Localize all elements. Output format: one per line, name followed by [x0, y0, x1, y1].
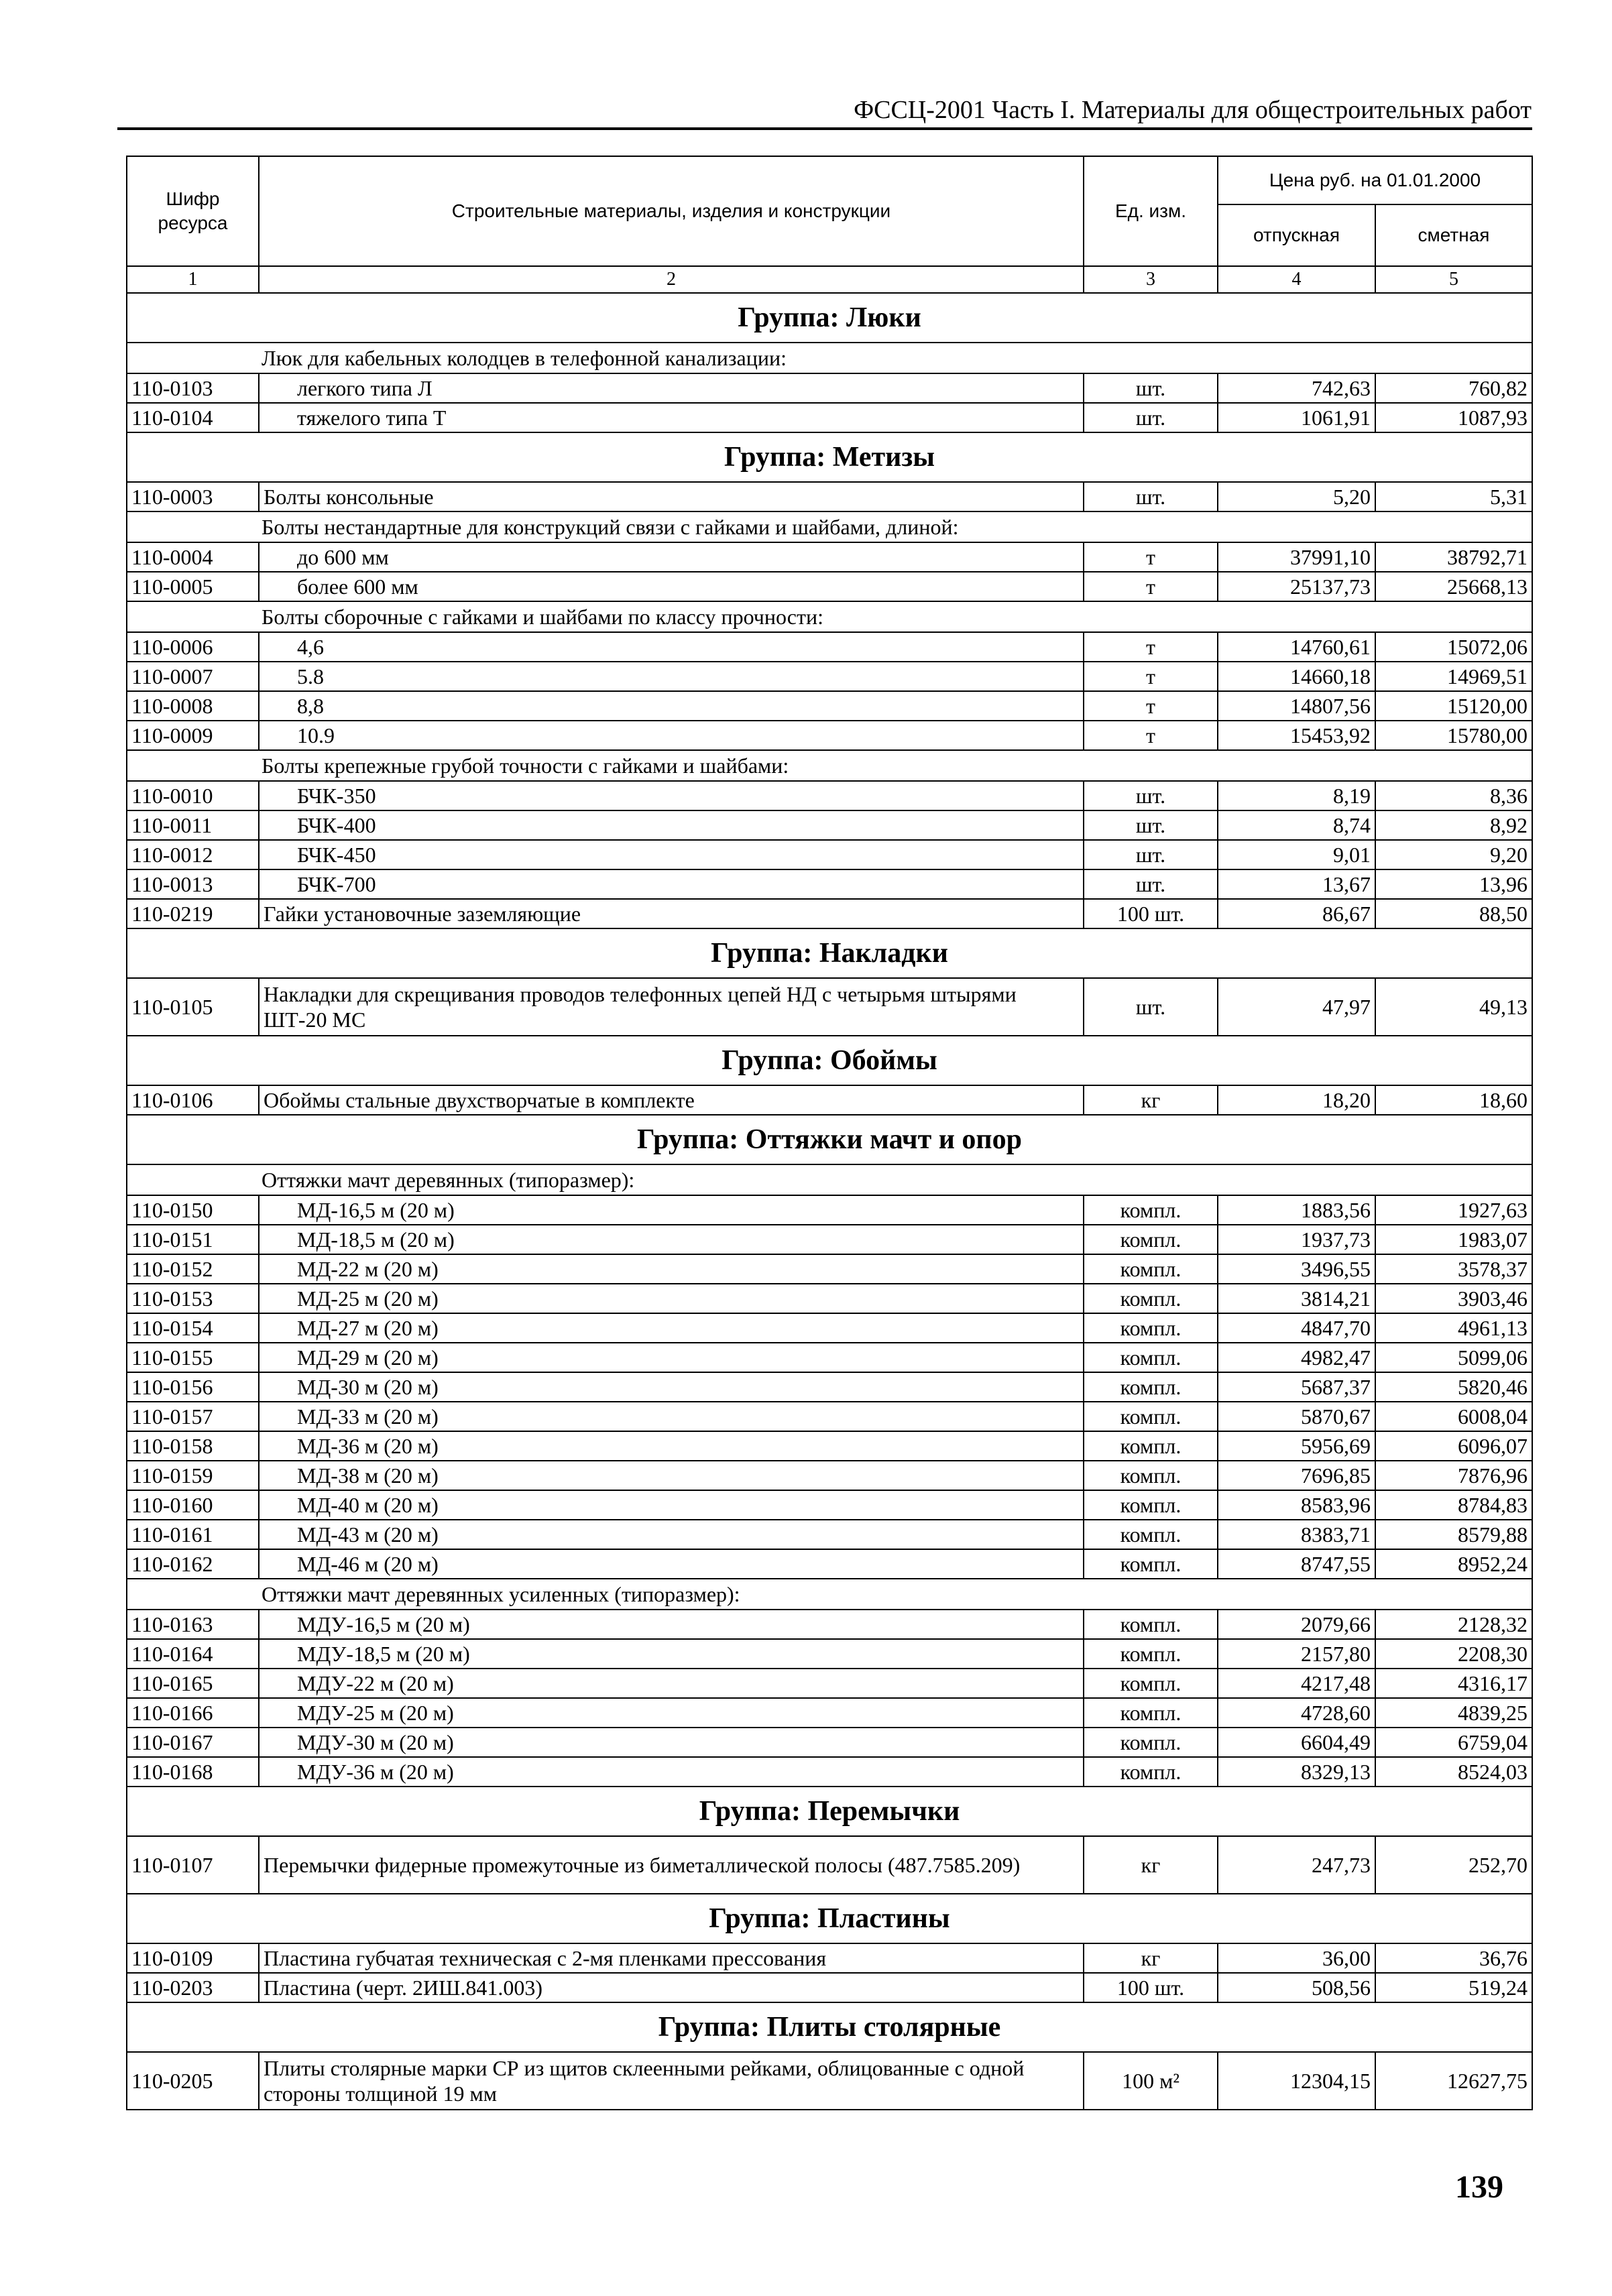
table-row [127, 1343, 1532, 1372]
table-row [127, 1195, 1532, 1225]
estimate-price: 7876,96 [1375, 1461, 1532, 1490]
release-price: 15453,92 [1218, 721, 1375, 750]
subheading-text: Оттяжки мачт деревянных усиленных (типоразмер): [127, 1579, 1532, 1610]
estimate-price: 5,31 [1375, 482, 1532, 511]
material-name: более 600 мм [259, 572, 1084, 601]
resource-code: 110-0156 [127, 1372, 259, 1402]
unit-of-measure: шт. [1084, 403, 1218, 432]
table-row [127, 1757, 1532, 1787]
table-body [127, 293, 1532, 2110]
resource-code: 110-0160 [127, 1490, 259, 1520]
group-title: Группа: Перемычки [127, 1787, 1532, 1836]
group-title: Группа: Плиты столярные [127, 2002, 1532, 2052]
estimate-price: 760,82 [1375, 373, 1532, 403]
estimate-price: 8,36 [1375, 781, 1532, 810]
resource-code: 110-0159 [127, 1461, 259, 1490]
unit-of-measure: компл. [1084, 1610, 1218, 1639]
subheading-text: Оттяжки мачт деревянных (типоразмер): [127, 1164, 1532, 1195]
table-row [127, 1225, 1532, 1254]
release-price: 86,67 [1218, 899, 1375, 928]
table-row [127, 869, 1532, 899]
release-price: 3496,55 [1218, 1254, 1375, 1284]
material-name: МД-40 м (20 м) [259, 1490, 1084, 1520]
unit-of-measure: т [1084, 691, 1218, 721]
group-header-row [127, 1787, 1532, 1836]
estimate-price: 8784,83 [1375, 1490, 1532, 1520]
resource-code: 110-0155 [127, 1343, 259, 1372]
estimate-price: 2208,30 [1375, 1639, 1532, 1669]
group-header-row [127, 1894, 1532, 1943]
release-price: 1061,91 [1218, 403, 1375, 432]
release-price: 37991,10 [1218, 542, 1375, 572]
estimate-price: 25668,13 [1375, 572, 1532, 601]
table-row [127, 482, 1532, 511]
release-price: 8583,96 [1218, 1490, 1375, 1520]
estimate-price: 5820,46 [1375, 1372, 1532, 1402]
table-row [127, 1549, 1532, 1579]
subheading-row [127, 1579, 1532, 1610]
release-price: 14660,18 [1218, 662, 1375, 691]
unit-of-measure: компл. [1084, 1698, 1218, 1728]
resource-code: 110-0013 [127, 869, 259, 899]
table-row [127, 1254, 1532, 1284]
release-price: 6604,49 [1218, 1728, 1375, 1757]
table-row [127, 978, 1532, 1036]
resource-code: 110-0166 [127, 1698, 259, 1728]
material-name: легкого типа Л [259, 373, 1084, 403]
material-name: МДУ-18,5 м (20 м) [259, 1639, 1084, 1669]
resource-code: 110-0163 [127, 1610, 259, 1639]
resource-code: 110-0003 [127, 482, 259, 511]
material-name: Перемычки фидерные промежуточные из биметаллической полосы (487.7585.209) [259, 1836, 1084, 1894]
estimate-price: 252,70 [1375, 1836, 1532, 1894]
estimate-price: 6008,04 [1375, 1402, 1532, 1431]
column-header-code: Шифр ресурса [127, 156, 259, 266]
release-price: 25137,73 [1218, 572, 1375, 601]
material-name: МД-46 м (20 м) [259, 1549, 1084, 1579]
column-header-price: Цена руб. на 01.01.2000 [1218, 156, 1532, 204]
table-row [127, 840, 1532, 869]
unit-of-measure: шт. [1084, 978, 1218, 1036]
subheading-text: Болты крепежные грубой точности с гайками и шайбами: [127, 750, 1532, 781]
material-name: до 600 мм [259, 542, 1084, 572]
unit-of-measure: компл. [1084, 1313, 1218, 1343]
unit-of-measure: компл. [1084, 1402, 1218, 1431]
material-name: МД-22 м (20 м) [259, 1254, 1084, 1284]
resource-code: 110-0008 [127, 691, 259, 721]
estimate-price: 88,50 [1375, 899, 1532, 928]
release-price: 7696,85 [1218, 1461, 1375, 1490]
table-row [127, 1639, 1532, 1669]
column-header-estimate-price: сметная [1375, 204, 1532, 266]
estimate-price: 2128,32 [1375, 1610, 1532, 1639]
table-row [127, 1669, 1532, 1698]
material-name: МД-30 м (20 м) [259, 1372, 1084, 1402]
release-price: 9,01 [1218, 840, 1375, 869]
unit-of-measure: кг [1084, 1085, 1218, 1115]
material-name: 4,6 [259, 632, 1084, 662]
table-row [127, 1490, 1532, 1520]
material-name: Болты консольные [259, 482, 1084, 511]
resource-code: 110-0203 [127, 1973, 259, 2002]
table-row [127, 691, 1532, 721]
release-price: 508,56 [1218, 1973, 1375, 2002]
resource-code: 110-0012 [127, 840, 259, 869]
unit-of-measure: компл. [1084, 1254, 1218, 1284]
column-header-name: Строительные материалы, изделия и конструкции [259, 156, 1084, 266]
group-title: Группа: Оттяжки мачт и опор [127, 1115, 1532, 1164]
resource-code: 110-0168 [127, 1757, 259, 1787]
table-row [127, 899, 1532, 928]
table-row [127, 572, 1532, 601]
material-name: 8,8 [259, 691, 1084, 721]
unit-of-measure: шт. [1084, 840, 1218, 869]
unit-of-measure: т [1084, 632, 1218, 662]
subheading-row [127, 511, 1532, 542]
resource-code: 110-0161 [127, 1520, 259, 1549]
material-name: БЧК-450 [259, 840, 1084, 869]
column-header-unit: Ед. изм. [1084, 156, 1218, 266]
subheading-text: Болты сборочные с гайками и шайбами по классу прочности: [127, 601, 1532, 632]
table-row [127, 632, 1532, 662]
table-row [127, 1728, 1532, 1757]
resource-code: 110-0151 [127, 1225, 259, 1254]
subheading-row [127, 1164, 1532, 1195]
release-price: 5,20 [1218, 482, 1375, 511]
table-row [127, 1943, 1532, 1973]
resource-code: 110-0153 [127, 1284, 259, 1313]
estimate-price: 12627,75 [1375, 2052, 1532, 2110]
estimate-price: 8,92 [1375, 810, 1532, 840]
unit-of-measure: компл. [1084, 1757, 1218, 1787]
resource-code: 110-0005 [127, 572, 259, 601]
release-price: 3814,21 [1218, 1284, 1375, 1313]
material-name: 5.8 [259, 662, 1084, 691]
unit-of-measure: т [1084, 721, 1218, 750]
table-row [127, 1085, 1532, 1115]
table-row [127, 1402, 1532, 1431]
price-table [126, 156, 1533, 2110]
unit-of-measure: шт. [1084, 373, 1218, 403]
unit-of-measure: компл. [1084, 1284, 1218, 1313]
material-name: МД-25 м (20 м) [259, 1284, 1084, 1313]
column-number: 4 [1218, 266, 1375, 293]
resource-code: 110-0011 [127, 810, 259, 840]
release-price: 8,74 [1218, 810, 1375, 840]
group-header-row [127, 2002, 1532, 2052]
material-name: 10.9 [259, 721, 1084, 750]
material-name: МДУ-30 м (20 м) [259, 1728, 1084, 1757]
table-row [127, 662, 1532, 691]
resource-code: 110-0167 [127, 1728, 259, 1757]
material-name: МДУ-25 м (20 м) [259, 1698, 1084, 1728]
resource-code: 110-0010 [127, 781, 259, 810]
column-header-release-price: отпускная [1218, 204, 1375, 266]
group-header-row [127, 928, 1532, 978]
table-row [127, 2052, 1532, 2110]
table-row [127, 781, 1532, 810]
release-price: 18,20 [1218, 1085, 1375, 1115]
group-title: Группа: Метизы [127, 432, 1532, 482]
material-name: Плиты столярные марки СР из щитов склеенными рейками, облицованные с одной стороны толщиной 19 мм [259, 2052, 1084, 2110]
release-price: 5687,37 [1218, 1372, 1375, 1402]
release-price: 4217,48 [1218, 1669, 1375, 1698]
group-header-row [127, 293, 1532, 343]
material-name: БЧК-700 [259, 869, 1084, 899]
release-price: 13,67 [1218, 869, 1375, 899]
material-name: Пластина губчатая техническая с 2-мя пленками прессования [259, 1943, 1084, 1973]
unit-of-measure: компл. [1084, 1461, 1218, 1490]
column-number: 3 [1084, 266, 1218, 293]
page-number: 139 [1455, 2169, 1503, 2205]
estimate-price: 4961,13 [1375, 1313, 1532, 1343]
unit-of-measure: т [1084, 542, 1218, 572]
table-row [127, 1973, 1532, 2002]
subheading-row [127, 343, 1532, 373]
estimate-price: 6096,07 [1375, 1431, 1532, 1461]
release-price: 8383,71 [1218, 1520, 1375, 1549]
column-number: 1 [127, 266, 259, 293]
resource-code: 110-0103 [127, 373, 259, 403]
release-price: 5870,67 [1218, 1402, 1375, 1431]
resource-code: 110-0106 [127, 1085, 259, 1115]
release-price: 36,00 [1218, 1943, 1375, 1973]
unit-of-measure: 100 шт. [1084, 1973, 1218, 2002]
table-row [127, 1372, 1532, 1402]
material-name: МДУ-22 м (20 м) [259, 1669, 1084, 1698]
resource-code: 110-0009 [127, 721, 259, 750]
material-name: Обоймы стальные двухстворчатые в комплекте [259, 1085, 1084, 1115]
estimate-price: 14969,51 [1375, 662, 1532, 691]
estimate-price: 15780,00 [1375, 721, 1532, 750]
resource-code: 110-0105 [127, 978, 259, 1036]
release-price: 8747,55 [1218, 1549, 1375, 1579]
table-row [127, 1431, 1532, 1461]
unit-of-measure: компл. [1084, 1669, 1218, 1698]
estimate-price: 1087,93 [1375, 403, 1532, 432]
subheading-text: Люк для кабельных колодцев в телефонной канализации: [127, 343, 1532, 373]
resource-code: 110-0162 [127, 1549, 259, 1579]
unit-of-measure: шт. [1084, 482, 1218, 511]
release-price: 247,73 [1218, 1836, 1375, 1894]
material-name: Гайки установочные заземляющие [259, 899, 1084, 928]
estimate-price: 4839,25 [1375, 1698, 1532, 1728]
group-title: Группа: Накладки [127, 928, 1532, 978]
group-header-row [127, 1115, 1532, 1164]
release-price: 1937,73 [1218, 1225, 1375, 1254]
release-price: 14807,56 [1218, 691, 1375, 721]
estimate-price: 1927,63 [1375, 1195, 1532, 1225]
group-title: Группа: Люки [127, 293, 1532, 343]
unit-of-measure: т [1084, 662, 1218, 691]
release-price: 5956,69 [1218, 1431, 1375, 1461]
material-name: Накладки для скрещивания проводов телефонных цепей НД с четырьмя штырями ШТ-20 МС [259, 978, 1084, 1036]
material-name: БЧК-400 [259, 810, 1084, 840]
unit-of-measure: шт. [1084, 781, 1218, 810]
resource-code: 110-0007 [127, 662, 259, 691]
estimate-price: 9,20 [1375, 840, 1532, 869]
title-rule [117, 127, 1532, 130]
resource-code: 110-0104 [127, 403, 259, 432]
table-row [127, 721, 1532, 750]
estimate-price: 15072,06 [1375, 632, 1532, 662]
release-price: 1883,56 [1218, 1195, 1375, 1225]
estimate-price: 3578,37 [1375, 1254, 1532, 1284]
material-name: МД-18,5 м (20 м) [259, 1225, 1084, 1254]
resource-code: 110-0150 [127, 1195, 259, 1225]
group-header-row [127, 1036, 1532, 1085]
material-name: БЧК-350 [259, 781, 1084, 810]
table-row [127, 1698, 1532, 1728]
estimate-price: 49,13 [1375, 978, 1532, 1036]
resource-code: 110-0158 [127, 1431, 259, 1461]
resource-code: 110-0219 [127, 899, 259, 928]
release-price: 2079,66 [1218, 1610, 1375, 1639]
unit-of-measure: компл. [1084, 1520, 1218, 1549]
release-price: 12304,15 [1218, 2052, 1375, 2110]
group-title: Группа: Пластины [127, 1894, 1532, 1943]
table-row [127, 1313, 1532, 1343]
unit-of-measure: кг [1084, 1836, 1218, 1894]
estimate-price: 38792,71 [1375, 542, 1532, 572]
unit-of-measure: компл. [1084, 1195, 1218, 1225]
estimate-price: 4316,17 [1375, 1669, 1532, 1698]
resource-code: 110-0107 [127, 1836, 259, 1894]
unit-of-measure: 100 м² [1084, 2052, 1218, 2110]
resource-code: 110-0152 [127, 1254, 259, 1284]
release-price: 14760,61 [1218, 632, 1375, 662]
table-row [127, 373, 1532, 403]
resource-code: 110-0157 [127, 1402, 259, 1431]
subheading-row [127, 601, 1532, 632]
table-row [127, 542, 1532, 572]
material-name: тяжелого типа Т [259, 403, 1084, 432]
table-row [127, 1520, 1532, 1549]
estimate-price: 18,60 [1375, 1085, 1532, 1115]
estimate-price: 5099,06 [1375, 1343, 1532, 1372]
table-row [127, 810, 1532, 840]
table-row [127, 1461, 1532, 1490]
resource-code: 110-0154 [127, 1313, 259, 1343]
resource-code: 110-0109 [127, 1943, 259, 1973]
resource-code: 110-0006 [127, 632, 259, 662]
material-name: МДУ-36 м (20 м) [259, 1757, 1084, 1787]
estimate-price: 6759,04 [1375, 1728, 1532, 1757]
material-name: МД-16,5 м (20 м) [259, 1195, 1084, 1225]
unit-of-measure: шт. [1084, 869, 1218, 899]
material-name: МД-33 м (20 м) [259, 1402, 1084, 1431]
unit-of-measure: кг [1084, 1943, 1218, 1973]
unit-of-measure: т [1084, 572, 1218, 601]
material-name: МД-38 м (20 м) [259, 1461, 1084, 1490]
unit-of-measure: компл. [1084, 1225, 1218, 1254]
resource-code: 110-0165 [127, 1669, 259, 1698]
table-row [127, 1610, 1532, 1639]
unit-of-measure: компл. [1084, 1431, 1218, 1461]
resource-code: 110-0164 [127, 1639, 259, 1669]
unit-of-measure: 100 шт. [1084, 899, 1218, 928]
unit-of-measure: компл. [1084, 1549, 1218, 1579]
subheading-text: Болты нестандартные для конструкций связи с гайками и шайбами, длиной: [127, 511, 1532, 542]
unit-of-measure: компл. [1084, 1639, 1218, 1669]
release-price: 2157,80 [1218, 1639, 1375, 1669]
material-name: МД-43 м (20 м) [259, 1520, 1084, 1549]
material-name: МД-36 м (20 м) [259, 1431, 1084, 1461]
unit-of-measure: компл. [1084, 1490, 1218, 1520]
release-price: 742,63 [1218, 373, 1375, 403]
release-price: 4982,47 [1218, 1343, 1375, 1372]
unit-of-measure: компл. [1084, 1372, 1218, 1402]
unit-of-measure: компл. [1084, 1728, 1218, 1757]
material-name: МД-29 м (20 м) [259, 1343, 1084, 1372]
estimate-price: 13,96 [1375, 869, 1532, 899]
estimate-price: 15120,00 [1375, 691, 1532, 721]
release-price: 4847,70 [1218, 1313, 1375, 1343]
material-name: МДУ-16,5 м (20 м) [259, 1610, 1084, 1639]
resource-code: 110-0004 [127, 542, 259, 572]
column-number-row [127, 266, 1532, 293]
estimate-price: 8524,03 [1375, 1757, 1532, 1787]
subheading-row [127, 750, 1532, 781]
release-price: 8329,13 [1218, 1757, 1375, 1787]
estimate-price: 8579,88 [1375, 1520, 1532, 1549]
unit-of-measure: компл. [1084, 1343, 1218, 1372]
material-name: МД-27 м (20 м) [259, 1313, 1084, 1343]
page-title: ФССЦ-2001 Часть I. Материалы для общестроительных работ [854, 96, 1532, 124]
release-price: 8,19 [1218, 781, 1375, 810]
material-name: Пластина (черт. 2ИШ.841.003) [259, 1973, 1084, 2002]
resource-code: 110-0205 [127, 2052, 259, 2110]
column-number: 5 [1375, 266, 1532, 293]
group-title: Группа: Обоймы [127, 1036, 1532, 1085]
estimate-price: 1983,07 [1375, 1225, 1532, 1254]
estimate-price: 8952,24 [1375, 1549, 1532, 1579]
column-number: 2 [259, 266, 1084, 293]
estimate-price: 3903,46 [1375, 1284, 1532, 1313]
group-header-row [127, 432, 1532, 482]
unit-of-measure: шт. [1084, 810, 1218, 840]
table-row [127, 403, 1532, 432]
release-price: 4728,60 [1218, 1698, 1375, 1728]
estimate-price: 519,24 [1375, 1973, 1532, 2002]
release-price: 47,97 [1218, 978, 1375, 1036]
table-row [127, 1836, 1532, 1894]
table-row [127, 1284, 1532, 1313]
estimate-price: 36,76 [1375, 1943, 1532, 1973]
